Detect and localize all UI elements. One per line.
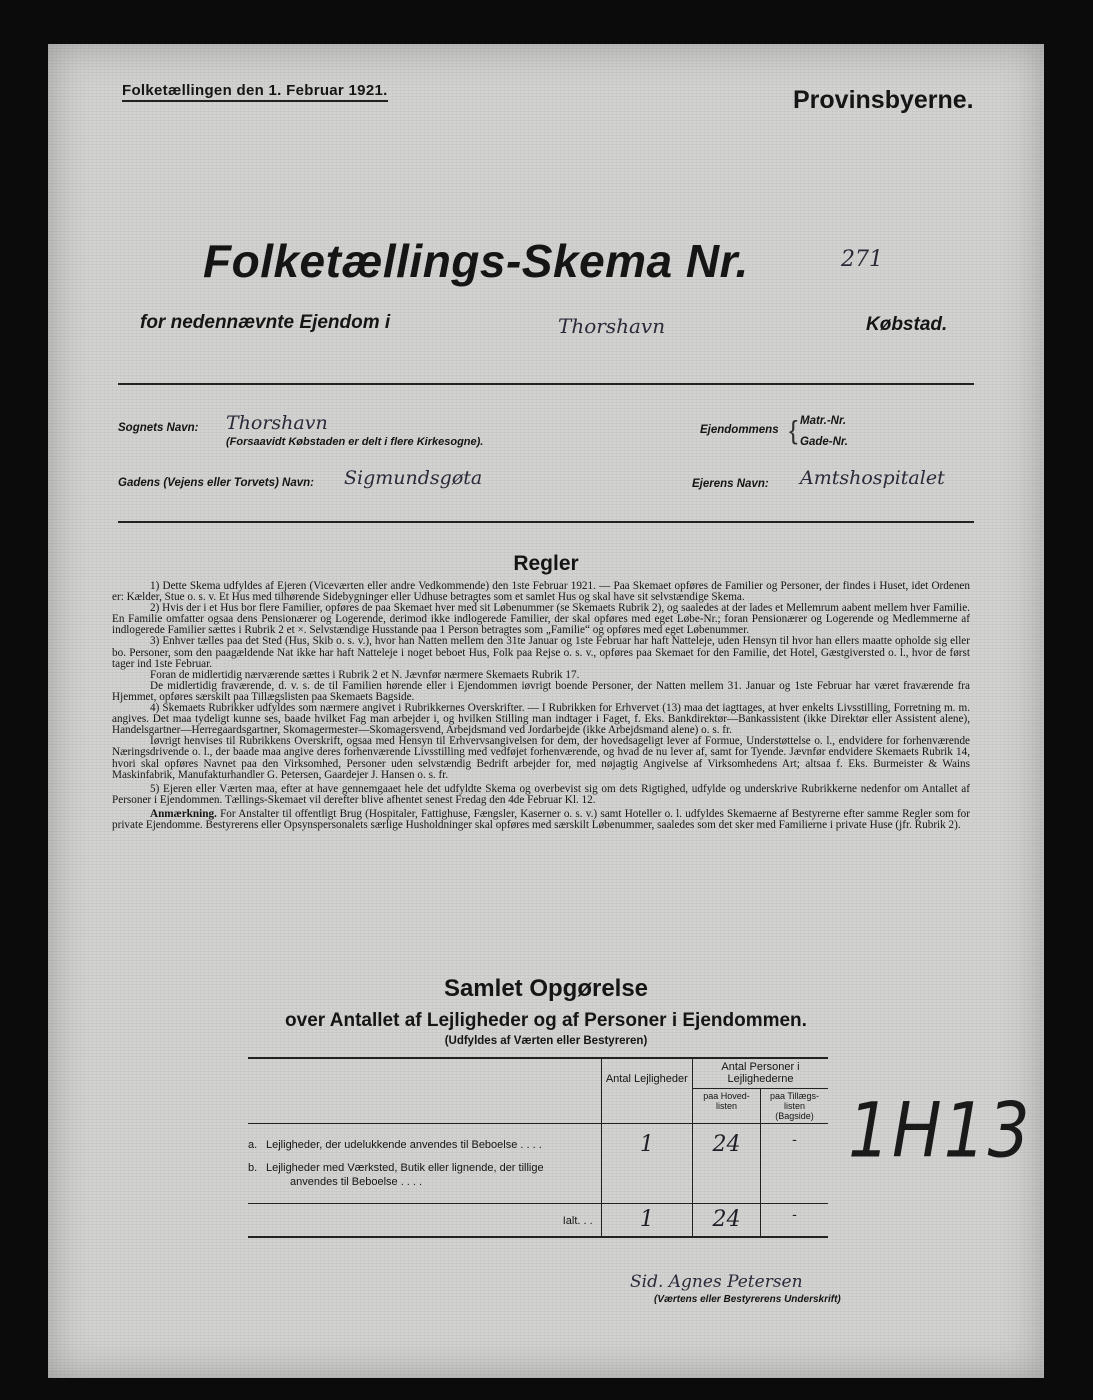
- col-header-lejligheder: Antal Lejligheder: [601, 1058, 692, 1124]
- gade-name-label: Gadens (Vejens eller Torvets) Navn:: [118, 477, 314, 489]
- rule-paragraph-4: 4) Skemaets Rubrikker udfyldes som nærmere angivet i Rubrikkernes Overskrifter. — I Rubrikken for Erhvervet (13) maa det iagttages, at hver enkelts Livsstilling, Forretning m. m. angives. Det maa tydeligt kunne ses, baade hvilket Fag man arbejder i, og hvilken Stilling man indtager i Faget, f. Eks. Bankdirektør—Bankassistent (ikke Direktør eller Assistent alene), Handelsgartner—Herregaardsgartner, Skomagermester—Skomagersvend, Arbejdsmand ved Jordarbejde (ikke Arbejdsmand alene) o. s. fr.: [112, 702, 970, 737]
- row-a-letter: a.: [248, 1139, 258, 1151]
- note-text: For Anstalter til offentligt Brug (Hospitaler, Fattighuse, Fængsler, Kaserner o. s. v.) samt Hoteller o. l. udfyldes Skemaerne af Bestyrerne efter samme Regler som for private Ejendomme. Bestyrerens eller Opsynspersonalets særlige Husholdninger skal opføres med særskilt Løbenummer, saaledes som det sker med Familierne i private Huse (jfr. Rubrik 2).: [112, 807, 971, 831]
- row-a-tillaeg: -: [761, 1124, 829, 1158]
- gade-name-value: Sigmundsgøta: [344, 467, 483, 489]
- row-b-label-2: anvendes til Beboelse . . . .: [290, 1176, 423, 1188]
- summary-title: Samlet Opgørelse: [443, 975, 649, 1002]
- row-a-lejligheder: 1: [601, 1124, 692, 1158]
- gade-nr-label: Gade-Nr.: [800, 436, 848, 448]
- col-header-personer: Antal Personer i Lejlighederne: [693, 1059, 828, 1089]
- divider-fields: [118, 521, 974, 523]
- col-header-tillaegsliste: paa Tillægs-listen: [769, 1091, 819, 1111]
- ejendom-label: Ejendommens: [700, 424, 779, 436]
- sogn-label: Sognets Navn:: [118, 422, 199, 434]
- row-b-letter: b.: [248, 1162, 258, 1174]
- signature-handwritten: Sid. Agnes Petersen: [630, 1272, 803, 1292]
- total-tillaeg: -: [761, 1204, 829, 1238]
- rule-paragraph-1: 1) Dette Skema udfyldes af Ejeren (Viceværten eller andre Vedkommende) den 1ste Februar 1921. — Paa Skemaet opføres de Familier og Personer, der findes i Huset, idet Ordenen er: Kælder, Stue o. s. v. Et Hus med tilhørende Sidebygninger eller Udhuse betragtes som et samlet Hus og skal have sit selvstændige Skema.: [112, 580, 970, 604]
- summary-table: [248, 1057, 828, 1238]
- margin-handwritten-number: 1H13: [848, 1086, 1032, 1175]
- sogn-note: (Forsaavidt Købstaden er delt i flere Kirkesogne).: [226, 436, 484, 448]
- total-hoved: 24: [692, 1204, 760, 1238]
- row-a-label: Lejligheder, der udelukkende anvendes til Beboelse . . . .: [266, 1139, 542, 1151]
- rule-paragraph-2: 2) Hvis der i et Hus bor flere Familier, opføres de paa Skemaet hver med sit Løbenummer (se Skemaets Rubrik 2), og saaledes at der lades et Mellemrum aabent mellem hver Familie. En Familie omfatter ogsaa dens Pensionærer og Logerende, derimod ikke indlogerede Familier, der skal opføres med eget Løbe-Nr.; foran Pensionærer og Logerende og Medlemmerne af indlogerede Familier sættes i Rubrik 2 et ×. Selvstændige Husstande paa 1 Person betragtes som „Familie“ og opføres med eget Løbenummer.: [112, 602, 970, 637]
- rule-paragraph-3b: Foran de midlertidig nærværende sættes i Rubrik 2 et N. Jævnfør nærmere Skemaets Rubrik 17.: [150, 668, 580, 681]
- ejer-value: Amtshospitalet: [800, 467, 945, 489]
- census-date-header: Folketællingen den 1. Februar 1921.: [122, 82, 388, 102]
- ejer-label: Ejerens Navn:: [692, 478, 769, 490]
- sogn-value: Thorshavn: [226, 412, 328, 434]
- form-number-handwritten: 271: [841, 247, 883, 272]
- col-header-hovedliste: paa Hoved-listen: [703, 1091, 750, 1111]
- rule-paragraph-3: 3) Enhver tælles paa det Sted (Hus, Skib o. s. v.), hvor han Natten mellem den 31te Januar og 1ste Februar har haft Natteleje, uden Hensyn til hvor han ellers maatte opholde sig eller bo. Personer, som den paagældende Nat ikke har haft Natteleje i noget beboet Hus, Folk paa Rejse o. s. v., opføres paa Skemaet for den Familie, det Hotel, Gæstgiversted o. l., hvor de først tager ind 1ste Februar.: [112, 635, 970, 670]
- town-handwritten: Thorshavn: [558, 314, 666, 338]
- census-form-page: [48, 44, 1044, 1378]
- total-label: Ialt. . .: [248, 1204, 601, 1238]
- subtitle-right: Købstad.: [866, 314, 948, 335]
- note-label: Anmærkning.: [150, 807, 217, 820]
- ejendom-brace: {: [789, 415, 798, 445]
- summary-subtitle: over Antallet af Lejligheder og af Personer i Ejendommen.: [285, 1010, 807, 1031]
- col-header-bagside: (Bagside): [775, 1111, 814, 1121]
- rule-paragraph-3c: De midlertidig fraværende, d. v. s. de til Familien hørende eller i Ejendommen iøvrigt boende Personer, der Natten mellem 31. Januar og 1ste Februar har været fraværende fra Hjemmet, opføres særskilt paa Tillægslisten paa Skemaets Bagside.: [112, 679, 970, 703]
- rules-title: Regler: [513, 552, 579, 575]
- rules-text: [112, 581, 970, 831]
- form-title: Folketællings-Skema Nr.: [203, 235, 749, 287]
- matr-label: Matr.-Nr.: [800, 415, 847, 427]
- rule-paragraph-5: 5) Ejeren eller Værten maa, efter at have gennemgaaet hele det udfyldte Skema og overbevist sig om dets Rigtighed, udfylde og underskrive Rubrikkerne nedenfor om Antallet af Personer i Ejendommen. Tællings-Skemaet vil derefter blive afhentet senest Fredag den 4de Februar Kl. 12.: [112, 782, 970, 806]
- rule-paragraph-4b: Iøvrigt henvises til Rubrikkens Overskrift, ogsaa med Hensyn til Erhvervsangivelsen for dem, der hovedsageligt lever af Formue, Understøttelse o. l., endvidere for forhenværende Næringsdrivende o. l., der baade maa angive deres forhenværende Livsstilling med vedføjet forhenværende, og hvad de nu lever af, samt for Tyende. Jævnfør endvidere Skemaets Rubrik 14, hvori skal opføres Navnet paa den Virksomhed, Personer uden selvstændig Bedrift arbejder for, med nøjagtig Angivelse af Virksomhedens Art; altsaa f. Eks. Burmeister & Wains Maskinfabrik, Manufakturhandler G. Petersen, Gaardejer J. Hansen o. s. fr.: [112, 735, 970, 781]
- subtitle-left: for nedennævnte Ejendom i: [140, 312, 391, 333]
- signature-caption: (Værtens eller Bestyrerens Underskrift): [654, 1294, 841, 1305]
- region-header: Provinsbyerne.: [793, 86, 974, 114]
- row-b-label-1: Lejligheder med Værksted, Butik eller lignende, der tillige: [266, 1162, 544, 1174]
- summary-instruction: (Udfyldes af Værten eller Bestyreren): [444, 1035, 648, 1047]
- row-a-hoved: 24: [692, 1124, 760, 1158]
- divider-top: [118, 383, 974, 385]
- total-lejligheder: 1: [601, 1204, 692, 1238]
